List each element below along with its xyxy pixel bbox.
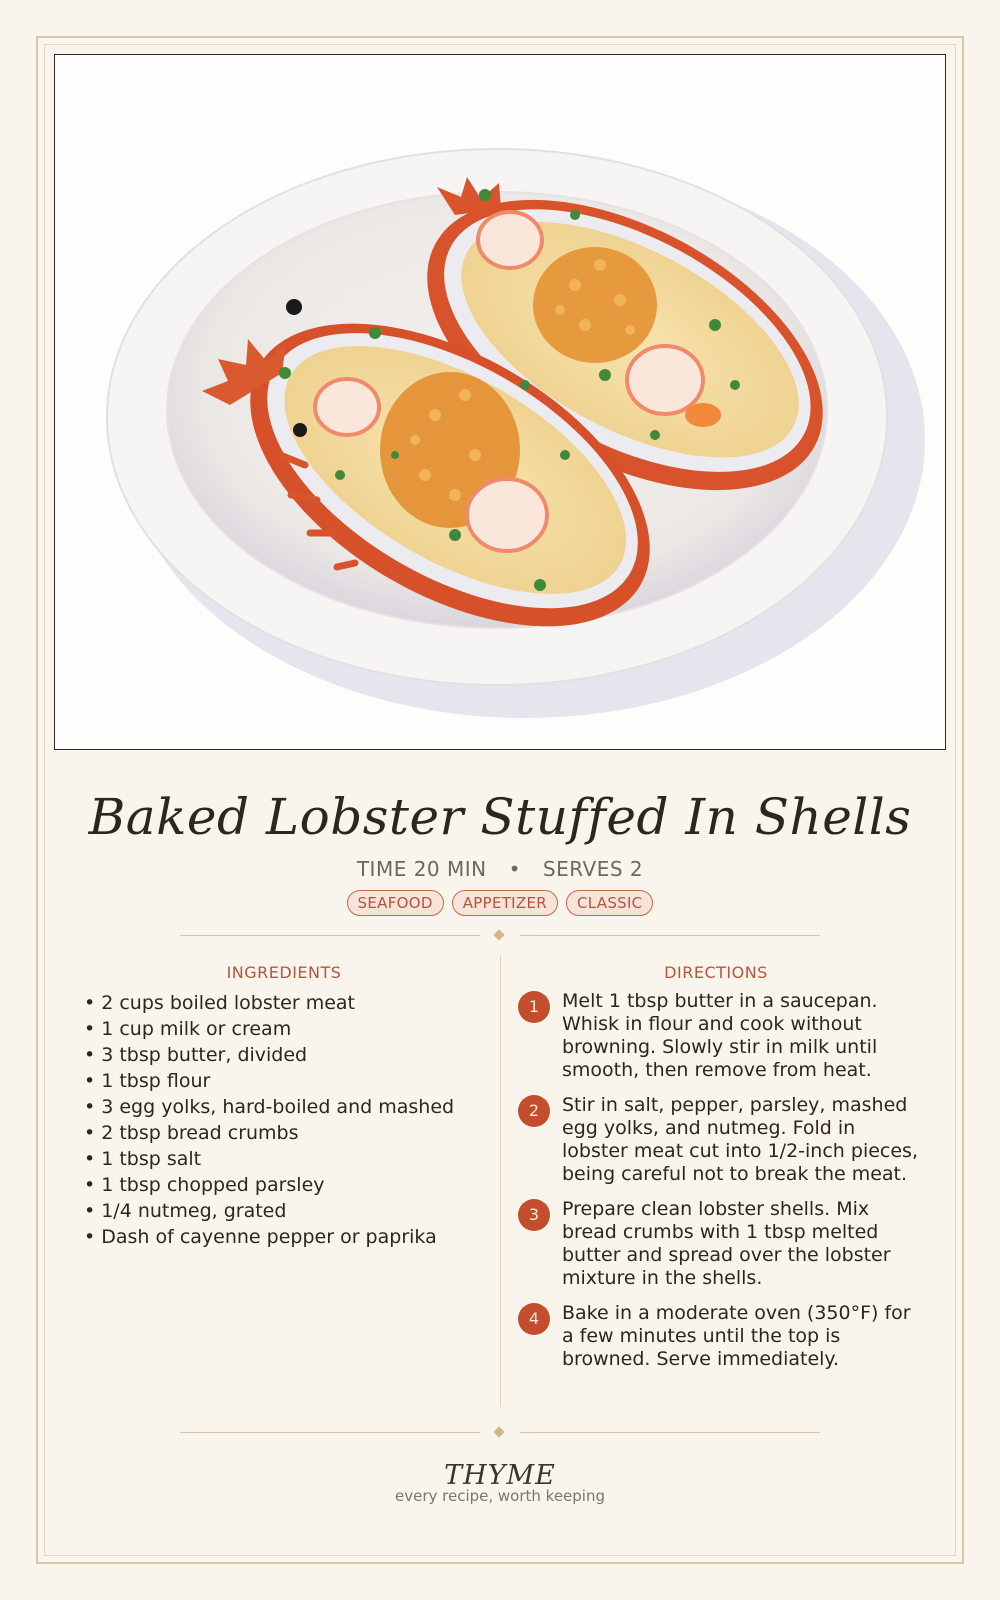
ingredient-item: • 1/4 nutmeg, grated: [84, 1198, 454, 1224]
ingredients-list: [84, 990, 454, 1250]
ingredient-item: • Dash of cayenne pepper or paprika: [84, 1224, 454, 1250]
step-number-badge: 4: [518, 1303, 550, 1335]
diamond-ornament-icon: [493, 929, 504, 940]
ingredient-item: • 2 cups boiled lobster meat: [84, 990, 454, 1016]
lobster-dish-illustration: [55, 55, 946, 750]
tag-seafood[interactable]: SEAFOOD: [347, 890, 444, 916]
brand-name: THYME: [444, 1460, 556, 1491]
direction-step: [518, 1302, 918, 1371]
direction-step: [518, 990, 918, 1082]
recipe-title: Baked Lobster Stuffed In Shells: [88, 788, 912, 846]
diamond-ornament-icon: [493, 1426, 504, 1437]
step-number-badge: 1: [518, 991, 550, 1023]
step-number-badge: 3: [518, 1199, 550, 1231]
step-text: Melt 1 tbsp butter in a saucepan. Whisk in flour and cook without browning. Slowly stir in milk until smooth, then remove from heat.: [562, 990, 878, 1081]
ingredients-heading: INGREDIENTS: [226, 963, 342, 982]
direction-step: [518, 1198, 918, 1290]
ingredient-item: • 2 tbsp bread crumbs: [84, 1120, 454, 1146]
step-text: Stir in salt, pepper, parsley, mashed egg yolks, and nutmeg. Fold in lobster meat cut into 1/2-inch pieces, being careful not to break the meat.: [562, 1094, 918, 1185]
tag-classic[interactable]: CLASSIC: [566, 890, 653, 916]
ingredient-item: • 1 tbsp salt: [84, 1146, 454, 1172]
column-divider: [500, 955, 501, 1407]
ingredient-item: • 1 tbsp chopped parsley: [84, 1172, 454, 1198]
brand-tagline: every recipe, worth keeping: [394, 1487, 605, 1505]
ingredient-item: • 3 egg yolks, hard-boiled and mashed: [84, 1094, 454, 1120]
direction-step: [518, 1094, 918, 1186]
bottom-divider: [180, 1426, 820, 1440]
time-label: TIME 20 MIN: [356, 857, 487, 881]
recipe-meta: [0, 857, 1000, 881]
ingredient-item: • 3 tbsp butter, divided: [84, 1042, 454, 1068]
step-text: Bake in a moderate oven (350°F) for a few minutes until the top is browned. Serve immediately.: [562, 1302, 911, 1370]
ingredient-item: • 1 tbsp flour: [84, 1068, 454, 1094]
top-divider: [180, 929, 820, 943]
tag-appetizer[interactable]: APPETIZER: [452, 890, 558, 916]
serves-label: SERVES 2: [542, 857, 644, 881]
tag-list: [0, 890, 1000, 916]
step-number-badge: 2: [518, 1095, 550, 1127]
recipe-photo: [54, 54, 946, 750]
directions-heading: DIRECTIONS: [664, 963, 768, 982]
directions-list: [518, 990, 918, 1383]
step-text: Prepare clean lobster shells. Mix bread crumbs with 1 tbsp melted butter and spread over the lobster mixture in the shells.: [562, 1198, 891, 1289]
ingredient-item: • 1 cup milk or cream: [84, 1016, 454, 1042]
meta-separator: •: [508, 857, 521, 881]
